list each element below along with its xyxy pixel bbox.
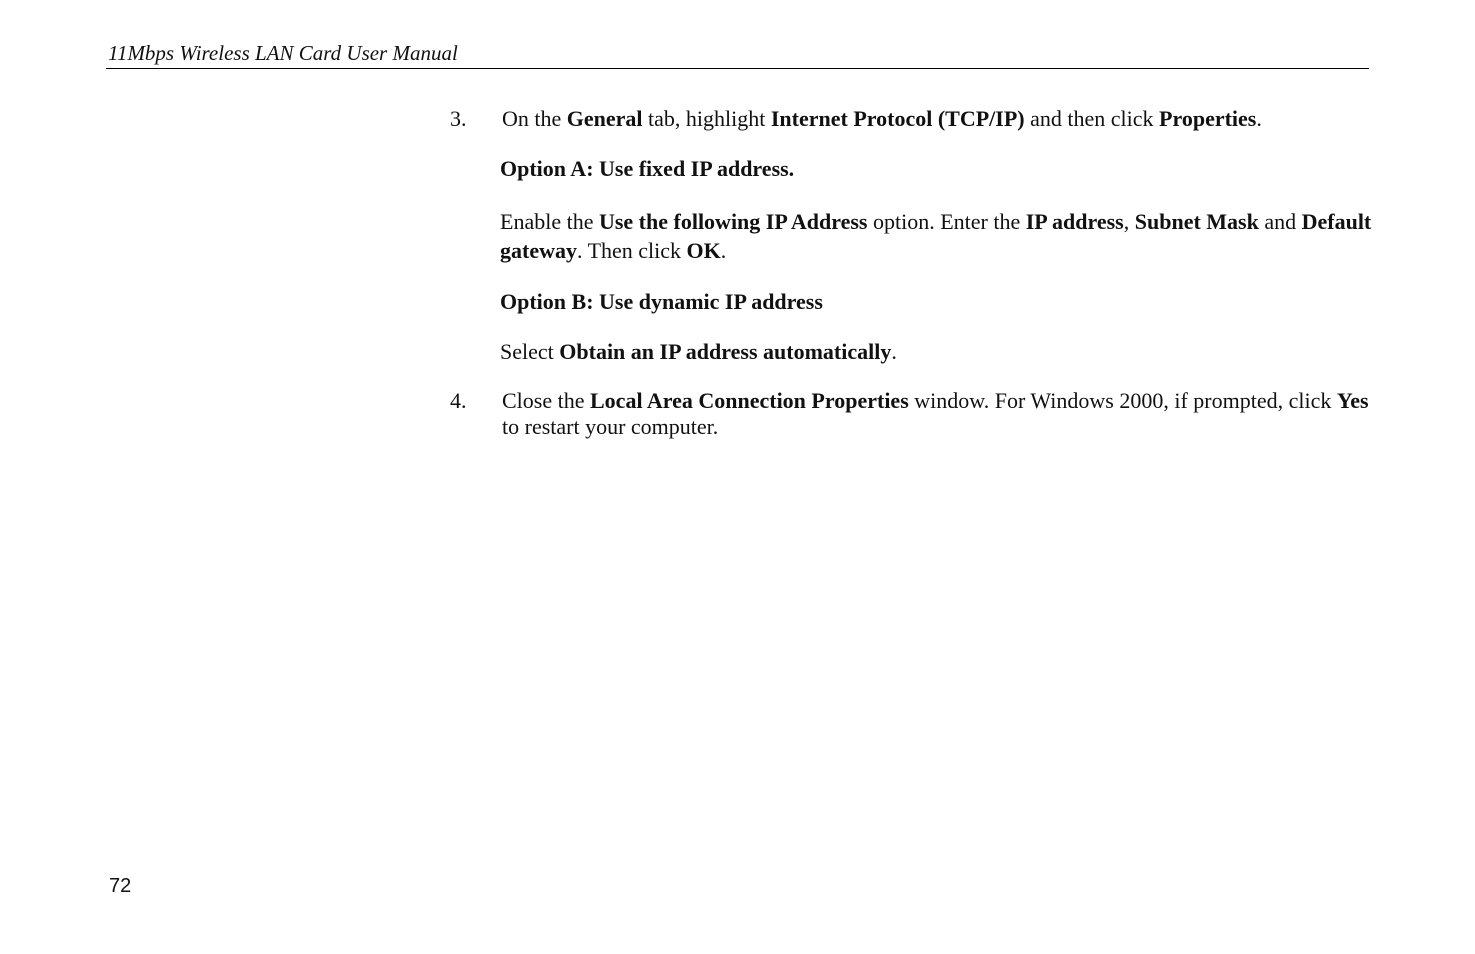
text-run: option. Enter the xyxy=(867,209,1026,234)
text-run: , xyxy=(1123,209,1135,234)
text-run: On the xyxy=(502,106,567,131)
page-number: 72 xyxy=(109,875,132,897)
text-run: and xyxy=(1258,209,1302,234)
bold-term-general: General xyxy=(566,106,643,131)
header-rule xyxy=(106,68,1369,69)
text-run: . Then click xyxy=(576,238,687,263)
option-a-body xyxy=(500,207,1380,265)
text-run: Enable the xyxy=(500,209,599,234)
text-run: Select xyxy=(500,339,560,364)
text-run: Close the xyxy=(502,388,590,413)
text-run: tab, highlight xyxy=(642,106,771,131)
bold-term-following-ip: Use the following IP Address xyxy=(598,209,868,234)
bold-term-ip-address: IP address xyxy=(1025,209,1124,234)
bold-term-tcpip: Internet Protocol (TCP/IP) xyxy=(770,106,1025,131)
option-b-title: Option B: Use dynamic IP address xyxy=(500,289,823,314)
step-3 xyxy=(450,106,1380,132)
bold-term-subnet-mask: Subnet Mask xyxy=(1134,209,1259,234)
text-run: . xyxy=(720,238,727,263)
bold-term-ok: OK xyxy=(686,238,721,263)
text-run: to restart your computer. xyxy=(502,414,719,439)
bold-term-properties: Properties xyxy=(1159,106,1257,131)
step-text xyxy=(502,388,1380,440)
bold-term-yes: Yes xyxy=(1336,388,1369,413)
option-b-heading xyxy=(500,289,1380,315)
step-number: 3. xyxy=(450,106,467,131)
bold-term-obtain-ip: Obtain an IP address automatically xyxy=(559,339,892,364)
text-run: . xyxy=(891,339,897,364)
step-number: 4. xyxy=(450,388,467,413)
step-4 xyxy=(450,388,1380,440)
running-header: 11Mbps Wireless LAN Card User Manual xyxy=(108,41,458,65)
text-run: . xyxy=(1256,106,1262,131)
option-a-heading xyxy=(500,156,1380,182)
step-text xyxy=(502,106,1380,132)
page-content xyxy=(450,106,1380,440)
text-run: and then click xyxy=(1024,106,1160,131)
bold-term-default-gateway: Default gateway xyxy=(500,209,1372,263)
text-run: window. For Windows 2000, if prompted, click xyxy=(908,388,1337,413)
bold-term-lan-properties: Local Area Connection Properties xyxy=(590,388,909,413)
option-b-body xyxy=(500,339,1380,365)
option-a-title: Option A: Use fixed IP address. xyxy=(500,156,795,181)
